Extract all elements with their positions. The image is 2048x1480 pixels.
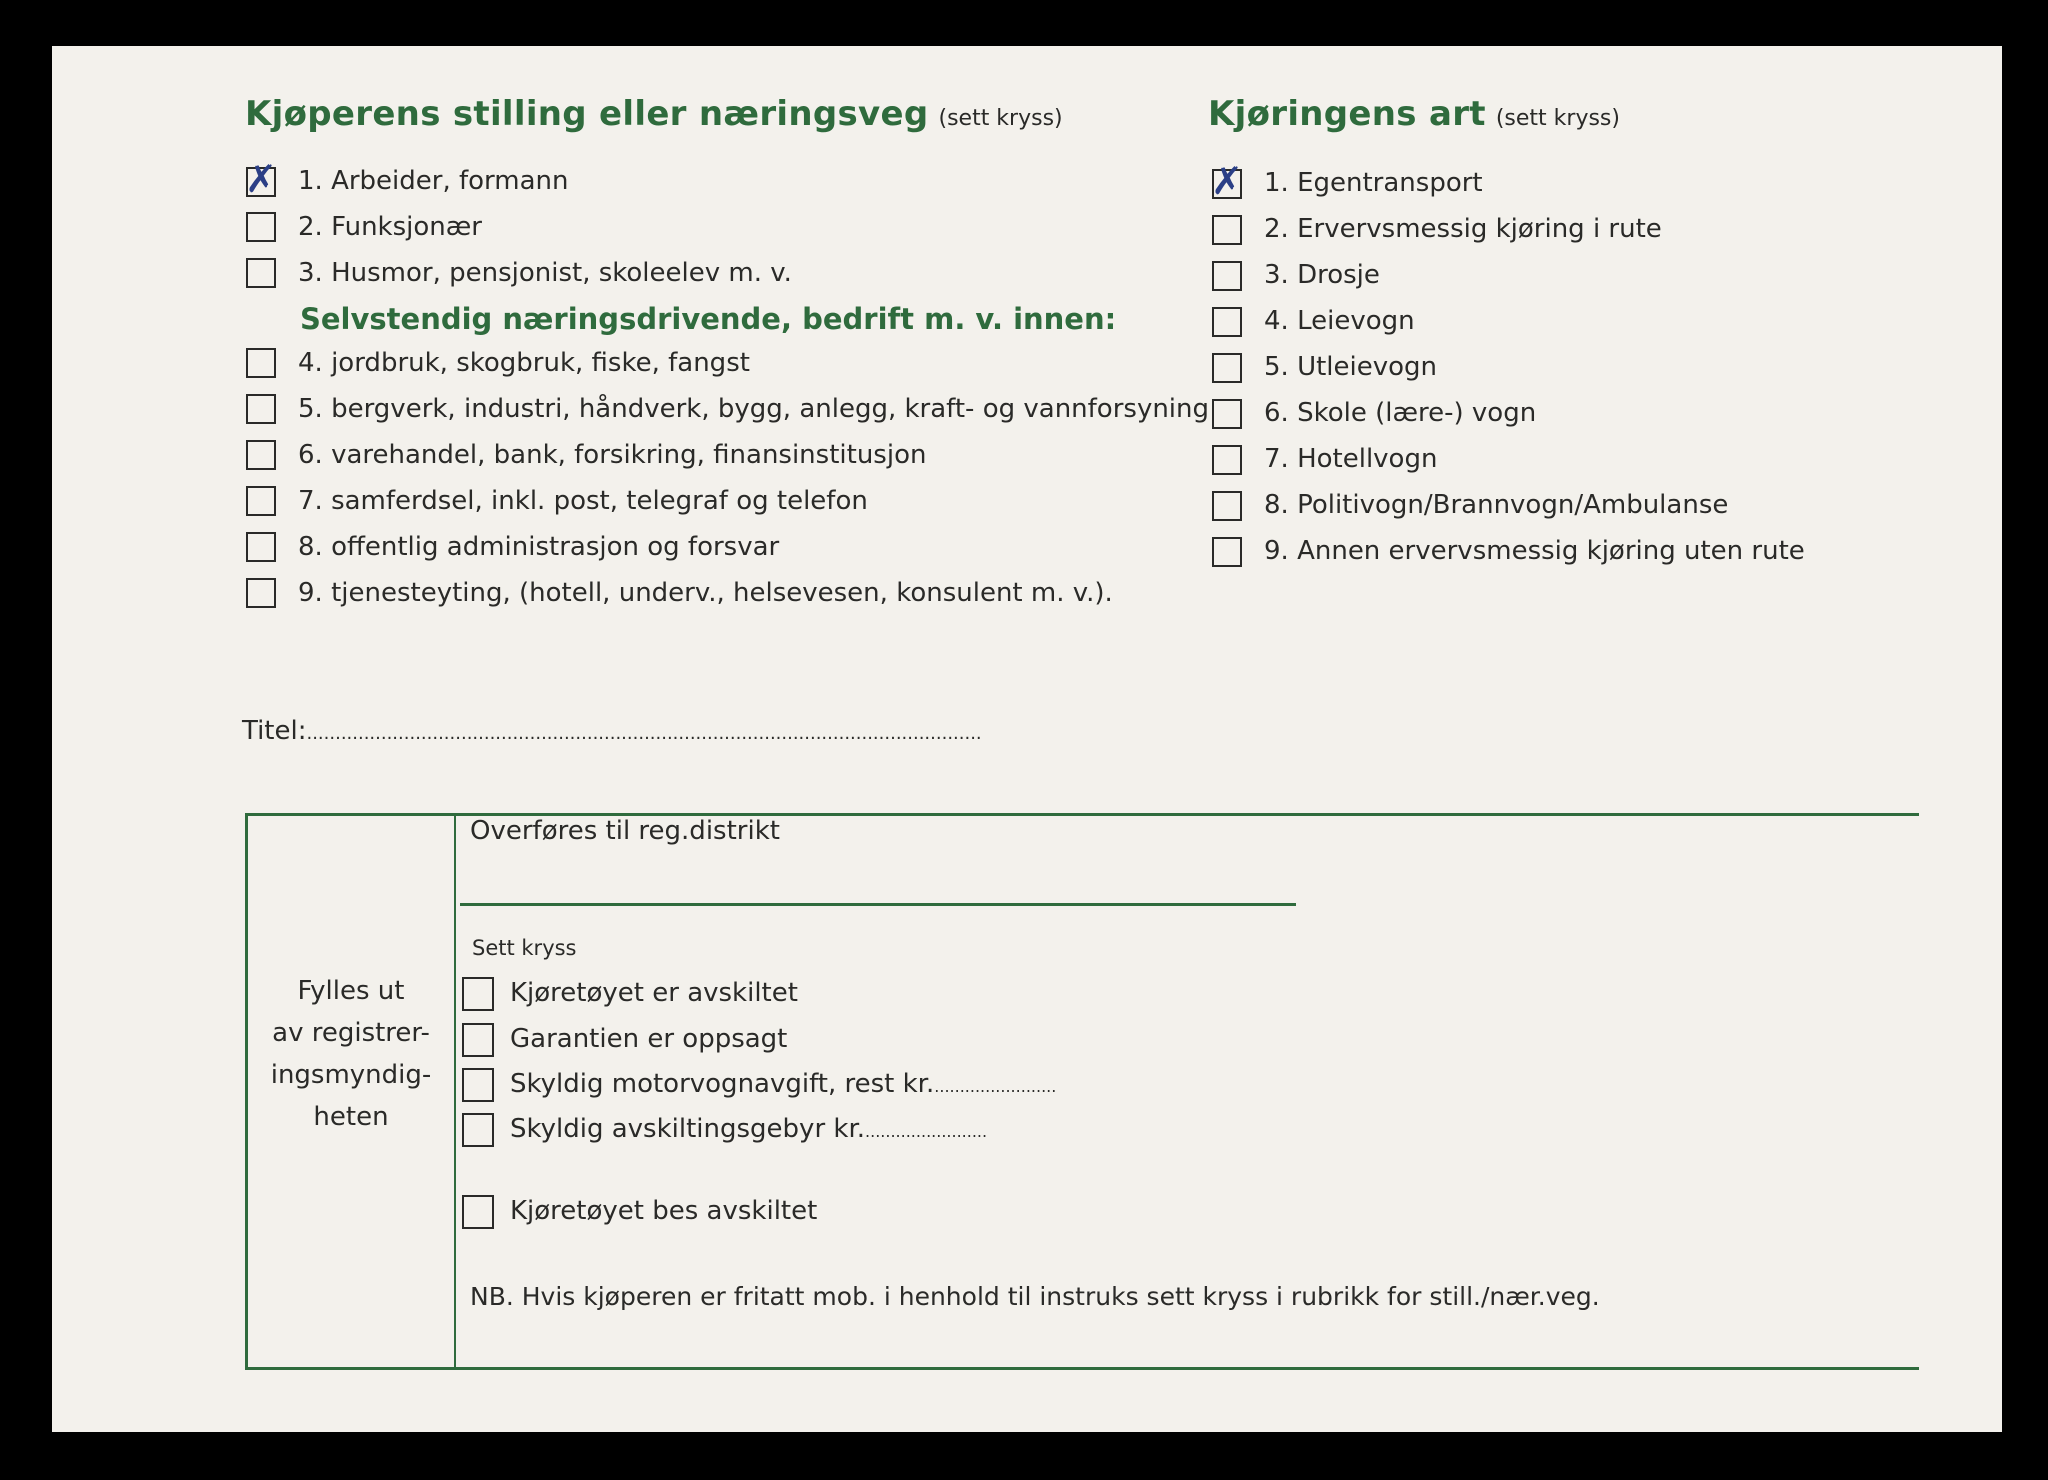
driving-checkbox-4[interactable]: [1212, 307, 1242, 337]
driving-checkbox-6[interactable]: [1212, 399, 1242, 429]
occupation-checkbox-1[interactable]: [245, 157, 277, 201]
driving-option-5: 5. Utleievogn: [1264, 352, 1438, 382]
occupation-checkbox-7[interactable]: [246, 486, 276, 516]
checkmark-icon: ✗: [245, 157, 277, 201]
title-dotted-line: ......................................................................................................................: [306, 723, 982, 744]
box-bottom-border: [245, 1367, 1919, 1370]
title-label: Titel:: [242, 716, 307, 746]
owed-tax-field: [510, 1069, 1056, 1099]
driving-type-title: Kjøringens art: [1208, 94, 1486, 134]
driving-checkbox-1[interactable]: [1211, 159, 1243, 203]
driving-type-note: (sett kryss): [1495, 106, 1620, 131]
guarantee-cancelled-label: Garantien er oppsagt: [510, 1024, 788, 1054]
registry-authority-note: [248, 970, 454, 1138]
box-divider: [454, 813, 456, 1370]
checkmark-icon: ✗: [1211, 159, 1243, 203]
registry-note-line-2: av registrer-: [272, 1018, 430, 1048]
occupation-option-5: 5. bergverk, industri, håndverk, bygg, anlegg, kraft- og vannforsyning: [298, 394, 1210, 424]
occupation-option-1: 1. Arbeider, formann: [298, 166, 569, 196]
buyer-occupation-title: Kjøperens stilling eller næringsveg: [245, 94, 929, 134]
occupation-checkbox-4[interactable]: [246, 348, 276, 378]
owed-tax-dotted-line[interactable]: ........................: [934, 1077, 1057, 1096]
occupation-checkbox-9[interactable]: [246, 578, 276, 608]
occupation-checkbox-2[interactable]: [246, 212, 276, 242]
occupation-option-6: 6. varehandel, bank, forsikring, finansinstitusjon: [298, 440, 927, 470]
driving-checkbox-9[interactable]: [1212, 537, 1242, 567]
owed-tax-label: Skyldig motorvognavgift, rest kr.: [510, 1069, 935, 1099]
owed-fee-dotted-line[interactable]: ........................: [865, 1122, 988, 1141]
occupation-checkbox-6[interactable]: [246, 440, 276, 470]
occupation-option-2: 2. Funksjonær: [298, 212, 482, 242]
transfer-district-field[interactable]: [460, 903, 1296, 906]
request-deregistration-checkbox[interactable]: [462, 1195, 494, 1229]
driving-checkbox-2[interactable]: [1212, 215, 1242, 245]
driving-checkbox-8[interactable]: [1212, 491, 1242, 521]
buyer-occupation-heading: [245, 94, 1063, 134]
title-field[interactable]: [242, 716, 982, 746]
driving-option-4: 4. Leievogn: [1264, 306, 1415, 336]
owed-fee-checkbox[interactable]: [462, 1113, 494, 1147]
driving-option-7: 7. Hotellvogn: [1264, 444, 1438, 474]
occupation-checkbox-3[interactable]: [246, 258, 276, 288]
registry-note-line-4: heten: [313, 1102, 389, 1132]
driving-option-2: 2. Ervervsmessig kjøring i rute: [1264, 214, 1662, 244]
request-deregistration-label: Kjøretøyet bes avskiltet: [510, 1196, 818, 1226]
occupation-option-8: 8. offentlig administrasjon og forsvar: [298, 532, 780, 562]
owed-fee-label: Skyldig avskiltingsgebyr kr.: [510, 1114, 866, 1144]
driving-type-heading: [1208, 94, 1620, 134]
driving-option-6: 6. Skole (lære-) vogn: [1264, 398, 1537, 428]
driving-checkbox-5[interactable]: [1212, 353, 1242, 383]
registry-note-line-1: Fylles ut: [297, 976, 405, 1006]
owed-tax-checkbox[interactable]: [462, 1068, 494, 1102]
driving-checkbox-7[interactable]: [1212, 445, 1242, 475]
occupation-option-4: 4. jordbruk, skogbruk, fiske, fangst: [298, 348, 750, 378]
driving-option-1: 1. Egentransport: [1264, 168, 1483, 198]
occupation-checkbox-8[interactable]: [246, 532, 276, 562]
driving-option-3: 3. Drosje: [1264, 260, 1380, 290]
occupation-option-9: 9. tjenesteyting, (hotell, underv., helsevesen, konsulent m. v.).: [298, 578, 1113, 608]
driving-checkbox-3[interactable]: [1212, 261, 1242, 291]
transfer-district-label: Overføres til reg.distrikt: [470, 816, 780, 846]
deregistered-label: Kjøretøyet er avskiltet: [510, 978, 798, 1008]
owed-fee-field: [510, 1114, 987, 1144]
occupation-option-7: 7. samferdsel, inkl. post, telegraf og telefon: [298, 486, 868, 516]
driving-option-8: 8. Politivogn/Brannvogn/Ambulanse: [1264, 490, 1729, 520]
occupation-checkbox-5[interactable]: [246, 394, 276, 424]
nb-note: NB. Hvis kjøperen er fritatt mob. i henhold til instruks sett kryss i rubrikk for still./nær.veg.: [470, 1282, 1600, 1311]
self-employed-subheading: Selvstendig næringsdrivende, bedrift m. v. innen:: [300, 302, 1117, 336]
form-sheet: [52, 46, 2002, 1432]
occupation-option-3: 3. Husmor, pensjonist, skoleelev m. v.: [298, 258, 792, 288]
driving-option-9: 9. Annen ervervsmessig kjøring uten rute: [1264, 536, 1805, 566]
sett-kryss-label: Sett kryss: [472, 936, 577, 960]
registry-note-line-3: ingsmyndig-: [270, 1060, 432, 1090]
buyer-occupation-note: (sett kryss): [938, 106, 1063, 131]
deregistered-checkbox[interactable]: [462, 977, 494, 1011]
guarantee-cancelled-checkbox[interactable]: [462, 1023, 494, 1057]
